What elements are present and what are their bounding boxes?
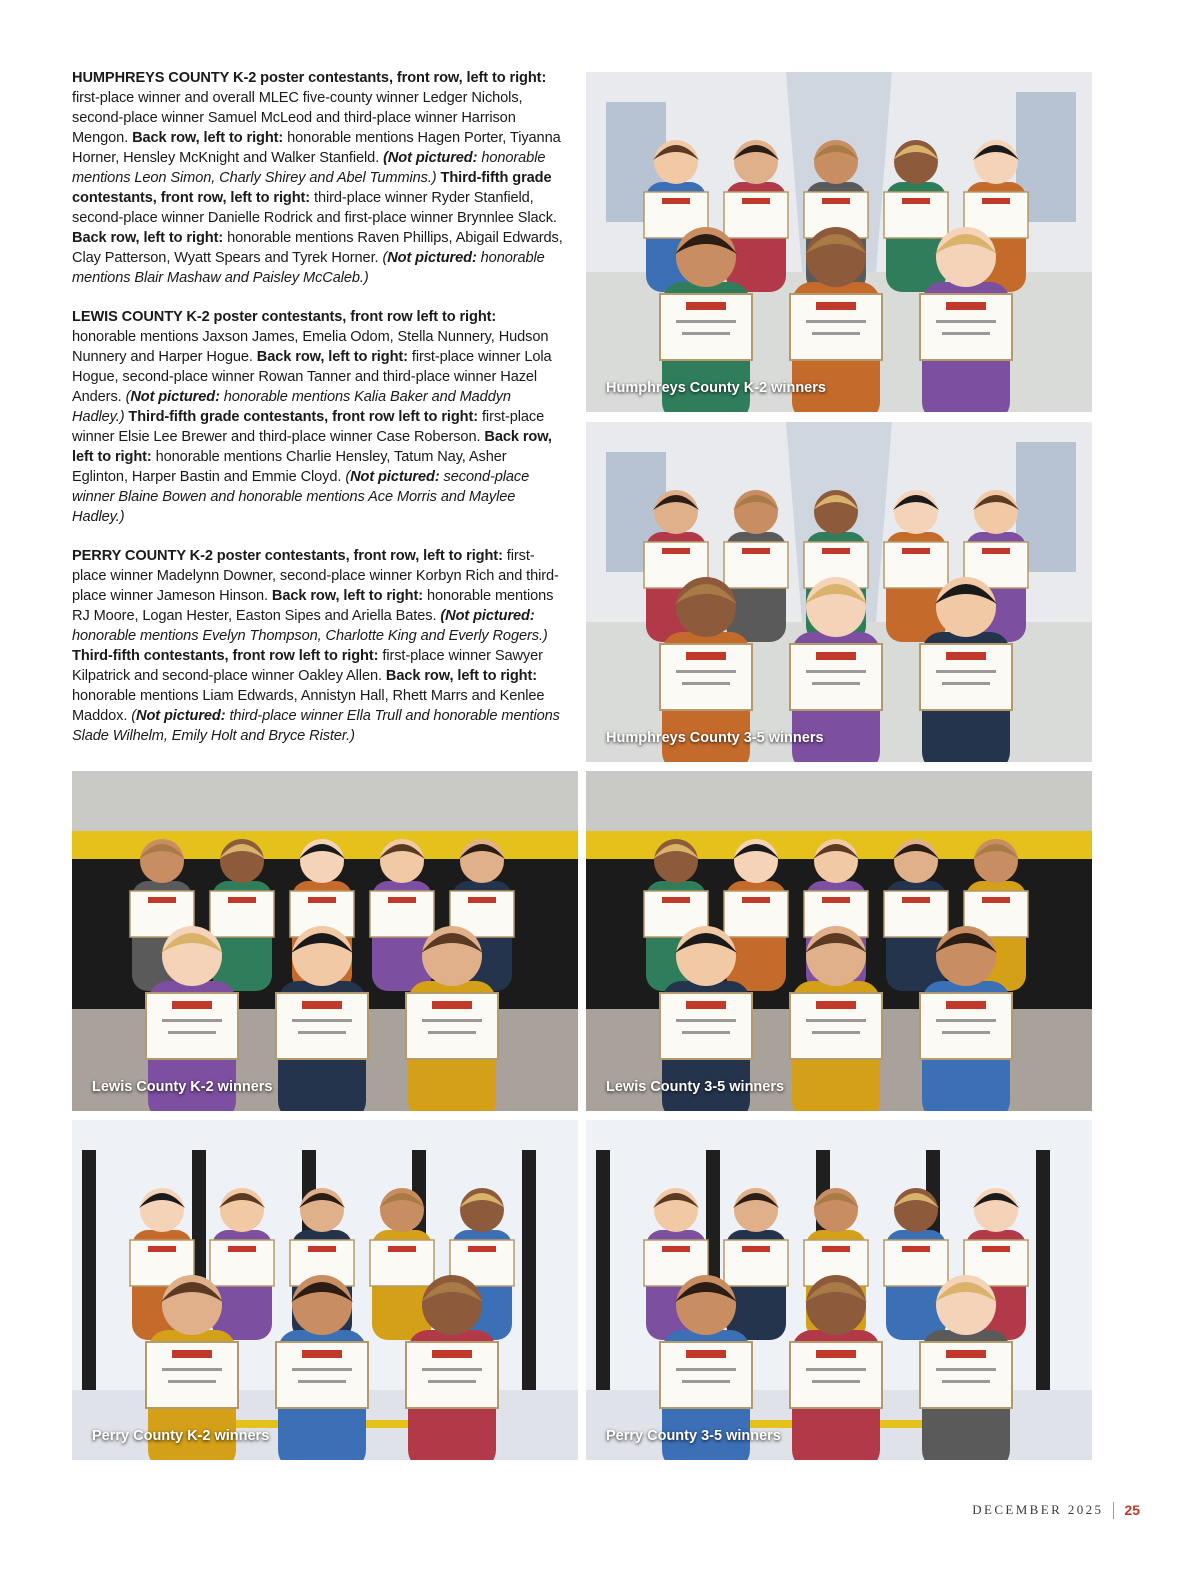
photo-perry-k2-label: Perry County K-2 winners bbox=[92, 1428, 270, 1444]
certificate-logo bbox=[946, 1350, 986, 1358]
certificate-line bbox=[422, 1019, 482, 1022]
certificate-logo bbox=[742, 198, 770, 204]
caption-lewis-run: Not pictured: bbox=[130, 389, 220, 405]
caption-lewis bbox=[72, 307, 564, 527]
issue-date: DECEMBER 2025 bbox=[972, 1502, 1104, 1517]
caption-lewis-run: Third-fifth grade contestants, front row left to right: bbox=[124, 409, 479, 425]
certificate-line bbox=[682, 682, 730, 685]
caption-humphreys-run: Back row, left to right: bbox=[72, 230, 224, 246]
certificate-line bbox=[682, 1031, 730, 1034]
certificate-logo bbox=[686, 1350, 726, 1358]
caption-humphreys-run: honorable mentions Blair Mashaw and Paisley McCaleb.) bbox=[72, 250, 545, 286]
certificate-logo bbox=[946, 302, 986, 310]
caption-lewis-run: Back row, left to right: bbox=[72, 429, 552, 465]
certificate-logo bbox=[686, 652, 726, 660]
certificate-line bbox=[682, 332, 730, 335]
caption-humphreys-run: Back row, left to right: bbox=[132, 130, 284, 146]
caption-perry-run: honorable mentions RJ Moore, Logan Hester, Easton Sipes and Ariella Bates. bbox=[72, 588, 554, 624]
certificate-logo bbox=[742, 1246, 770, 1252]
certificate-line bbox=[942, 1031, 990, 1034]
certificate-logo bbox=[148, 897, 176, 903]
certificate-line bbox=[806, 320, 866, 323]
caption-perry-run: Third-fifth contestants, front row left to right: bbox=[72, 648, 379, 664]
photo-perry-k2 bbox=[72, 1120, 578, 1460]
caption-humphreys bbox=[72, 68, 564, 288]
photo-perry-k2-image bbox=[72, 1120, 578, 1460]
certificate-line bbox=[168, 1031, 216, 1034]
certificate-logo bbox=[662, 1246, 690, 1252]
certificate-line bbox=[298, 1380, 346, 1383]
caption-lewis-run: honorable mentions Kalia Baker and Maddyn Hadley.) bbox=[72, 389, 511, 425]
caption-humphreys-run: HUMPHREYS COUNTY K-2 poster contestants, front row, left to right: bbox=[72, 70, 547, 86]
caption-perry-run: Back row, left to right: bbox=[385, 668, 538, 684]
certificate-line bbox=[422, 1368, 482, 1371]
photo-humphreys-35 bbox=[586, 422, 1092, 762]
caption-lewis-run: honorable mentions Jaxson James, Emelia Odom, Stella Nunnery, Hudson Nunnery and Harper Hogue. bbox=[72, 329, 549, 365]
photo-humphreys-k2 bbox=[586, 72, 1092, 412]
photo-humphreys-k2-label: Humphreys County K-2 winners bbox=[606, 380, 826, 396]
photo-perry-35-image bbox=[586, 1120, 1092, 1460]
certificate-line bbox=[806, 1019, 866, 1022]
certificate-line bbox=[936, 320, 996, 323]
caption-humphreys-run: Not pictured: bbox=[387, 250, 477, 266]
footer-divider bbox=[1113, 1502, 1114, 1519]
certificate-logo bbox=[662, 897, 690, 903]
caption-humphreys-run: Third-fifth grade contestants, front row, left to right: bbox=[72, 170, 552, 206]
caption-lewis-run: first-place winner Elsie Lee Brewer and third-place winner Case Roberson. bbox=[72, 409, 545, 445]
certificate-logo bbox=[662, 198, 690, 204]
caption-perry-run: Back row, left to right: bbox=[271, 588, 424, 604]
caption-humphreys-run: ( bbox=[382, 250, 388, 266]
certificate-line bbox=[812, 332, 860, 335]
certificate-logo bbox=[816, 1001, 856, 1009]
certificate-line bbox=[806, 1368, 866, 1371]
caption-perry-run: first-place winner Sawyer Kilpatrick and second-place winner Oakley Allen. bbox=[72, 648, 543, 684]
certificate-logo bbox=[228, 1246, 256, 1252]
certificate-line bbox=[942, 1380, 990, 1383]
caption-lewis-run: first-place winner Lola Hogue, second-place winner Rowan Tanner and third-place winner Hazel Anders. bbox=[72, 349, 552, 405]
certificate-line bbox=[942, 682, 990, 685]
glass-frame bbox=[596, 1150, 610, 1390]
certificate-logo bbox=[902, 548, 930, 554]
photo-perry-35 bbox=[586, 1120, 1092, 1460]
certificate-line bbox=[812, 682, 860, 685]
page-number: 25 bbox=[1124, 1502, 1140, 1518]
caption-humphreys-run: first-place winner and overall MLEC five-county winner Ledger Nichols, second-place winner Samuel McLeod and third-place winner Harrison Mengon. bbox=[72, 90, 523, 146]
certificate-line bbox=[936, 1368, 996, 1371]
photo-humphreys-k2-image bbox=[586, 72, 1092, 412]
certificate-logo bbox=[388, 1246, 416, 1252]
caption-humphreys-run: honorable mentions Hagen Porter, Tiyanna Horner, Hensley McKnight and Walker Stanfield. bbox=[72, 130, 561, 166]
certificate-logo bbox=[388, 897, 416, 903]
certificate-logo bbox=[816, 652, 856, 660]
certificate-logo bbox=[982, 198, 1010, 204]
certificate-logo bbox=[308, 1246, 336, 1252]
caption-perry-run: (Not pictured: bbox=[440, 608, 535, 624]
certificate-logo bbox=[946, 1001, 986, 1009]
certificate-logo bbox=[742, 897, 770, 903]
certificate-line bbox=[168, 1380, 216, 1383]
caption-lewis-run: Back row, left to right: bbox=[256, 349, 408, 365]
caption-perry-run: PERRY COUNTY K-2 poster contestants, front row, left to right: bbox=[72, 548, 503, 564]
certificate-line bbox=[428, 1031, 476, 1034]
certificate-logo bbox=[432, 1350, 472, 1358]
certificate-logo bbox=[902, 198, 930, 204]
certificate-logo bbox=[432, 1001, 472, 1009]
caption-perry-run: honorable mentions Liam Edwards, Annistyn Hall, Rhett Marrs and Kenlee Maddox. bbox=[72, 688, 545, 724]
photo-lewis-35-image bbox=[586, 771, 1092, 1111]
certificate-logo bbox=[302, 1001, 342, 1009]
caption-perry bbox=[72, 546, 564, 746]
certificate-logo bbox=[822, 1246, 850, 1252]
certificate-line bbox=[676, 670, 736, 673]
caption-column bbox=[72, 68, 564, 765]
certificate-logo bbox=[982, 897, 1010, 903]
certificate-logo bbox=[902, 1246, 930, 1252]
certificate-logo bbox=[172, 1001, 212, 1009]
caption-perry-run: third-place winner Ella Trull and honorable mentions Slade Wilhelm, Emily Holt and Bryce Rister.) bbox=[72, 708, 560, 744]
certificate-line bbox=[936, 1019, 996, 1022]
certificate-logo bbox=[822, 198, 850, 204]
caption-lewis-run: ( bbox=[125, 389, 131, 405]
certificate-line bbox=[676, 1368, 736, 1371]
certificate-logo bbox=[228, 897, 256, 903]
caption-perry-run: ( bbox=[131, 708, 136, 724]
certificate-line bbox=[942, 332, 990, 335]
caption-lewis-run: ( bbox=[345, 469, 351, 485]
certificate-logo bbox=[686, 302, 726, 310]
certificate-line bbox=[812, 1380, 860, 1383]
certificate-logo bbox=[822, 897, 850, 903]
certificate-logo bbox=[946, 652, 986, 660]
certificate-logo bbox=[468, 897, 496, 903]
photo-lewis-k2-label: Lewis County K-2 winners bbox=[92, 1079, 273, 1095]
photo-lewis-k2-image bbox=[72, 771, 578, 1111]
caption-lewis-run: Not pictured: bbox=[350, 469, 440, 485]
certificate-line bbox=[162, 1019, 222, 1022]
photo-humphreys-35-label: Humphreys County 3-5 winners bbox=[606, 730, 824, 746]
caption-humphreys-run: honorable mentions Raven Phillips, Abigail Edwards, Clay Patterson, Wyatt Spears and Tyrek Horner. bbox=[72, 230, 563, 266]
photo-humphreys-35-image bbox=[586, 422, 1092, 762]
photo-lewis-k2 bbox=[72, 771, 578, 1111]
certificate-logo bbox=[816, 1350, 856, 1358]
glass-frame bbox=[82, 1150, 96, 1390]
certificate-line bbox=[936, 670, 996, 673]
certificate-logo bbox=[172, 1350, 212, 1358]
certificate-line bbox=[428, 1380, 476, 1383]
caption-humphreys-run: (Not pictured: bbox=[383, 150, 478, 166]
caption-perry-run: Not pictured: bbox=[136, 708, 226, 724]
page-footer bbox=[972, 1500, 1140, 1520]
certificate-logo bbox=[308, 897, 336, 903]
caption-perry-run: first-place winner Madelynn Downer, second-place winner Korbyn Rich and third-place winner Jameson Hinson. bbox=[72, 548, 559, 604]
certificate-logo bbox=[902, 897, 930, 903]
caption-lewis-run: honorable mentions Charlie Hensley, Tatum Nay, Asher Eglinton, Harper Bastin and Emmie Cloyd. bbox=[72, 449, 507, 485]
certificate-logo bbox=[686, 1001, 726, 1009]
caption-perry-run: honorable mentions Evelyn Thompson, Charlotte King and Everly Rogers.) bbox=[72, 628, 548, 644]
certificate-logo bbox=[816, 302, 856, 310]
certificate-line bbox=[298, 1031, 346, 1034]
photo-perry-35-label: Perry County 3-5 winners bbox=[606, 1428, 781, 1444]
certificate-line bbox=[806, 670, 866, 673]
caption-lewis-run: second-place winner Blaine Bowen and honorable mentions Ace Morris and Maylee Hadley.) bbox=[72, 469, 530, 525]
certificate-logo bbox=[662, 548, 690, 554]
certificate-logo bbox=[302, 1350, 342, 1358]
certificate-line bbox=[812, 1031, 860, 1034]
caption-humphreys-run: third-place winner Ryder Stanfield, second-place winner Danielle Rodrick and first-place winner Brynnlee Slack. bbox=[72, 190, 557, 226]
certificate-line bbox=[162, 1368, 222, 1371]
certificate-logo bbox=[982, 548, 1010, 554]
certificate-logo bbox=[742, 548, 770, 554]
certificate-logo bbox=[468, 1246, 496, 1252]
certificate-line bbox=[676, 1019, 736, 1022]
photo-lewis-35 bbox=[586, 771, 1092, 1111]
certificate-logo bbox=[982, 1246, 1010, 1252]
caption-humphreys-run: honorable mentions Leon Simon, Charly Shirey and Abel Tummins.) bbox=[72, 150, 546, 186]
certificate-line bbox=[292, 1019, 352, 1022]
glass-frame bbox=[1036, 1150, 1050, 1390]
certificate-line bbox=[682, 1380, 730, 1383]
glass-frame bbox=[522, 1150, 536, 1390]
photo-lewis-35-label: Lewis County 3-5 winners bbox=[606, 1079, 785, 1095]
certificate-logo bbox=[148, 1246, 176, 1252]
certificate-line bbox=[676, 320, 736, 323]
certificate-logo bbox=[822, 548, 850, 554]
caption-lewis-run: LEWIS COUNTY K-2 poster contestants, front row left to right: bbox=[72, 309, 497, 325]
certificate-line bbox=[292, 1368, 352, 1371]
